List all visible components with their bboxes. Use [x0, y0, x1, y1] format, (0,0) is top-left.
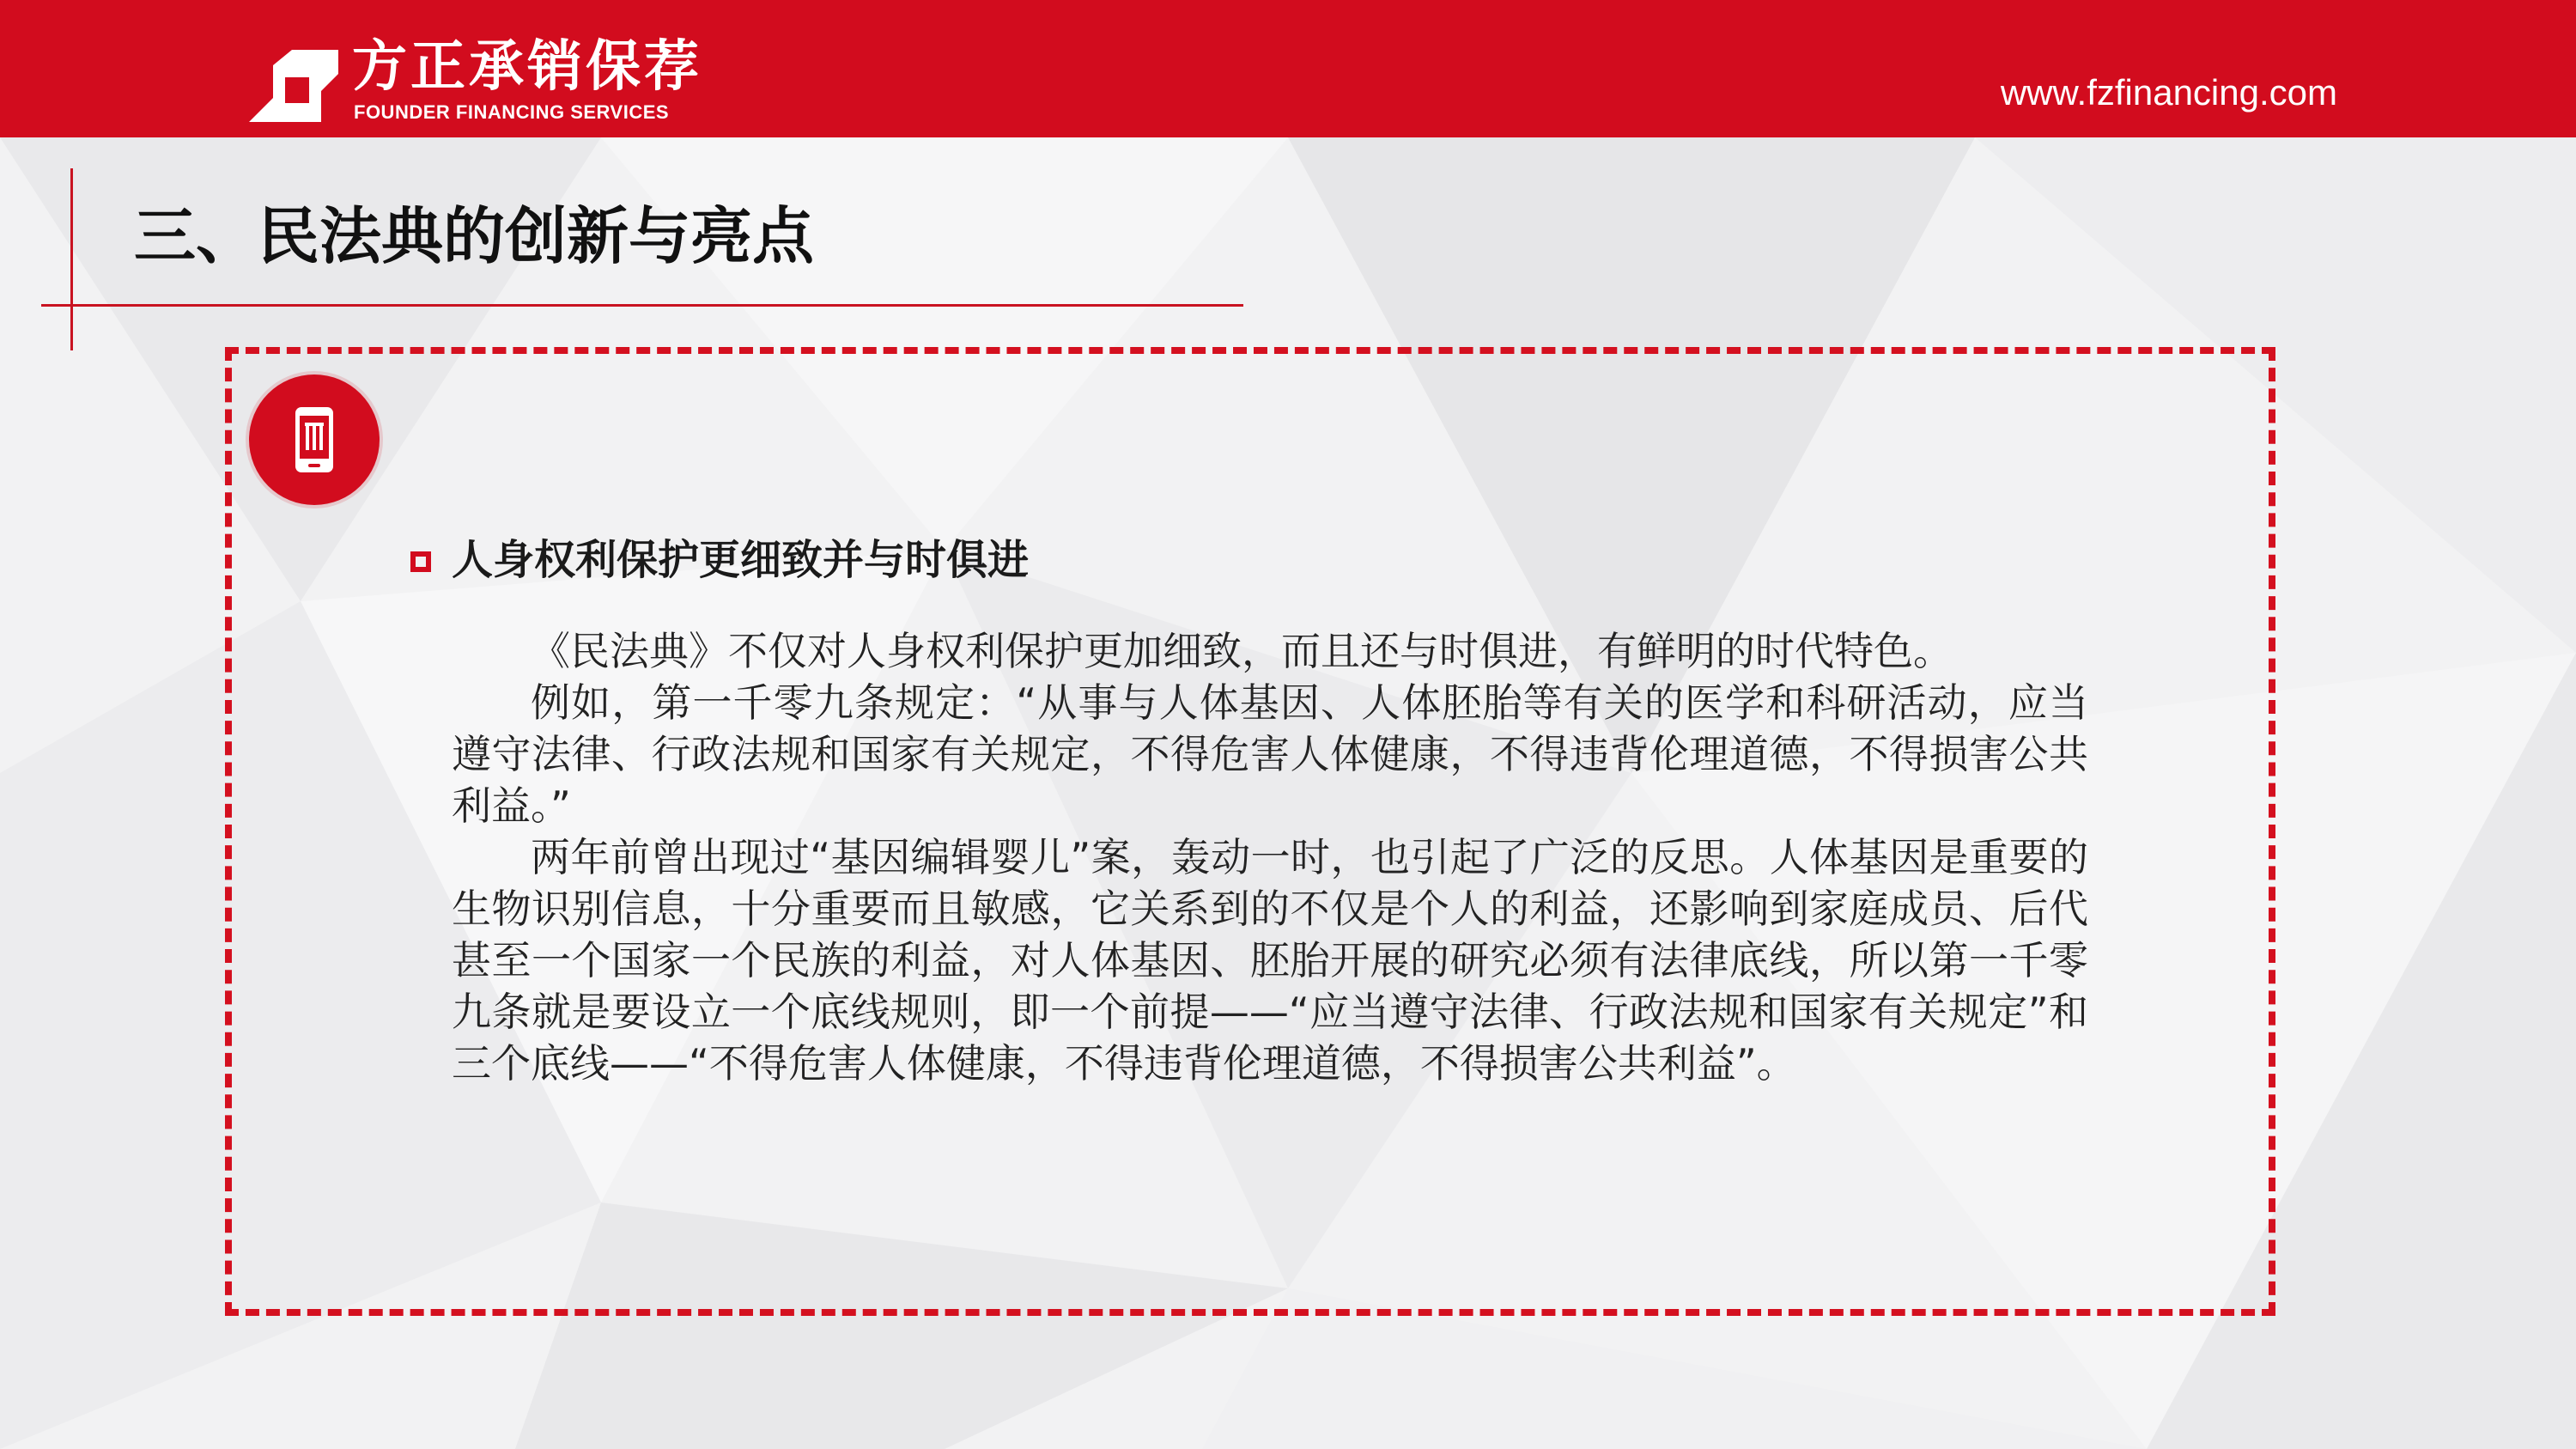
body-text — [452, 625, 2088, 1089]
header-bar — [0, 0, 2576, 137]
logo-chinese-name: 方正承销保荐 — [352, 35, 702, 99]
paragraph-2: 例如，第一千零九条规定：“从事与人体基因、人体胚胎等有关的医学和科研活动，应当遵守法律、行政法规和国家有关规定，不得危害人体健康，不得违背伦理道德，不得损害公共利益。” — [452, 679, 2088, 829]
title-horizontal-rule — [41, 304, 1243, 307]
page-title: 三、民法典的创新与亮点 — [134, 200, 815, 272]
section-icon-badge — [249, 374, 380, 505]
website-url[interactable]: www.fzfinancing.com — [2000, 72, 2337, 113]
founder-logo-icon — [249, 50, 338, 122]
heading-bullet — [410, 551, 431, 572]
paragraph-1: 《民法典》不仅对人身权利保护更加细致，而且还与时俱进，有鲜明的时代特色。 — [531, 628, 1953, 674]
mobile-phone-icon — [276, 402, 352, 478]
logo-english-name: FOUNDER FINANCING SERVICES — [354, 101, 670, 123]
title-vertical-rule — [70, 168, 73, 350]
section-heading: 人身权利保护更细致并与时俱进 — [452, 536, 1030, 584]
paragraph-3: 两年前曾出现过“基因编辑婴儿”案，轰动一时，也引起了广泛的反思。人体基因是重要的生物识别信息，十分重要而且敏感，它关系到的不仅是个人的利益，还影响到家庭成员、后代甚至一个国家一个民族的利益，对人体基因、胚胎开展的研究必须有法律底线，所以第一千零九条就是要设立一个底线规则，即一个前提——“应当遵守法律、行政法规和国家有关规定”和三个底线——“不得危害人体健康，不得违背伦理道德，不得损害公共利益”。 — [452, 834, 2088, 1087]
